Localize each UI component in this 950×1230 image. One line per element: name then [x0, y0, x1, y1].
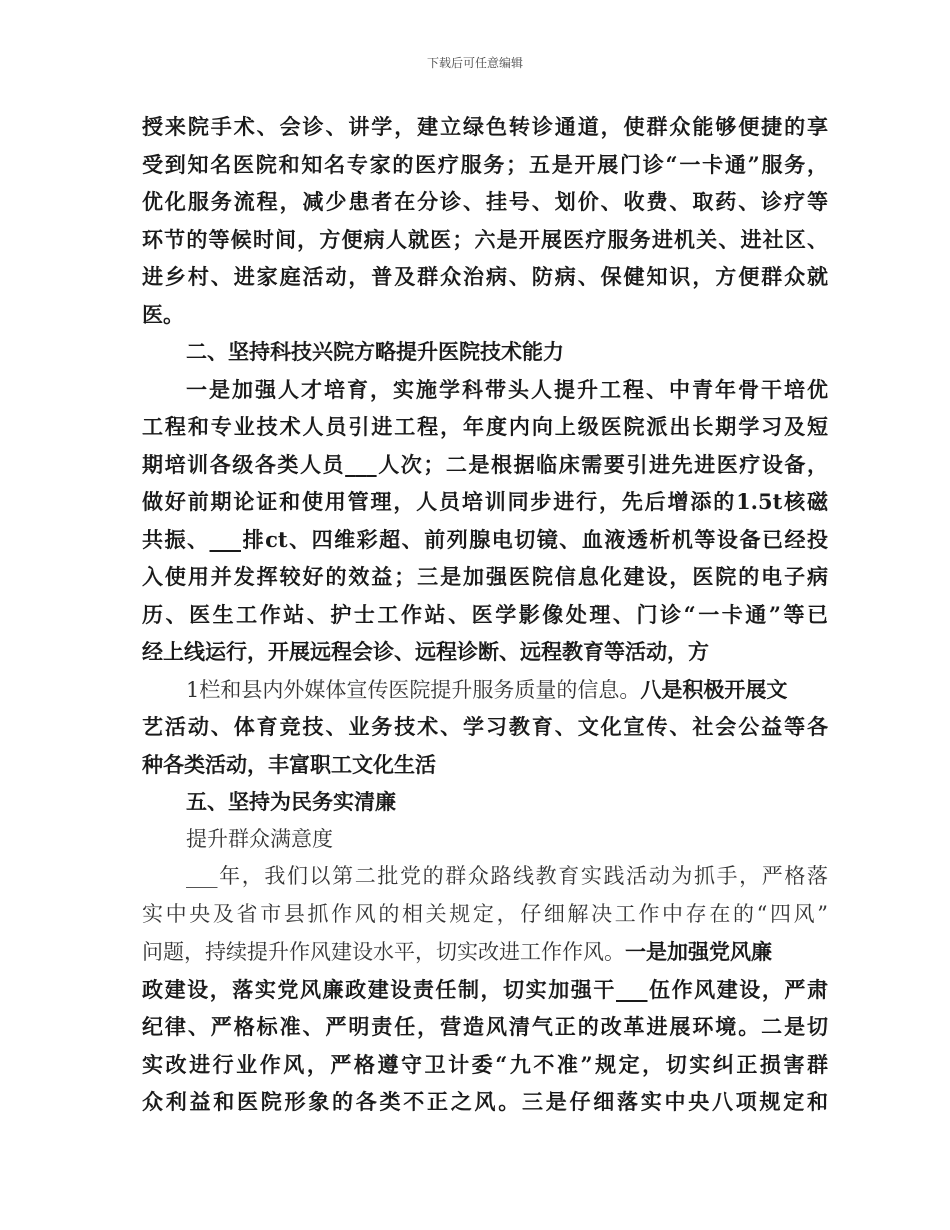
section-heading: 五、坚持为民务实清廉	[186, 789, 396, 814]
text-line: 工程和专业技术人员引进工程，年度内向上级医院派出长期学习及短	[142, 414, 828, 439]
text-line: 入使用并发挥较好的效益；三是加强医院信息化建设，医院的电子病	[142, 564, 828, 589]
text-line: 期培训各级各类人员___人次；二是根据临床需要引进先进医疗设备，	[142, 451, 828, 477]
text-segment: 问题，持续提升作风建设水平，切实改进工作作风。	[142, 940, 625, 964]
text-line: 种各类活动，丰富职工文化生活	[142, 751, 436, 777]
text-segment: 1栏和县内外媒体宣传医院提升服务质量的信息。	[186, 677, 641, 702]
text-line: 艺活动、体育竞技、业务技术、学习教育、文化宣传、社会公益等各	[142, 714, 828, 739]
text-line: 历、医生工作站、护士工作站、医学影像处理、门诊“一卡通”等已	[142, 601, 828, 627]
text-line: 实改进行业作风，严格遵守卫计委“九不准”规定，切实纠正损害群	[142, 1051, 828, 1077]
section-subheading: 提升群众满意度	[186, 826, 333, 851]
text-line: 授来院手术、会诊、讲学，建立绿色转诊通道，使群众能够便捷的享	[142, 114, 828, 139]
text-line: 环节的等候时间，方便病人就医；六是开展医疗服务进机关、进社区、	[142, 226, 828, 252]
text-line: ___年，我们以第二批党的群众路线教育实践活动为抓手，严格落	[186, 864, 828, 888]
document-body	[142, 108, 828, 1121]
text-line: 受到知名医院和知名专家的医疗服务；五是开展门诊“一卡通”服务，	[142, 151, 828, 177]
text-line: 众利益和医院形象的各类不正之风。三是仔细落实中央八项规定和	[142, 1089, 828, 1114]
page-header: 下载后可任意编辑	[426, 56, 523, 70]
text-segment: 一是加强党风廉	[625, 939, 772, 964]
text-segment: 八是积极开展文	[640, 676, 788, 702]
text-line	[142, 671, 828, 709]
text-line	[142, 933, 828, 971]
section-heading: 二、坚持科技兴院方略提升医院技术能力	[186, 339, 564, 364]
text-line: 纪律、严格标准、严明责任，营造风清气正的改革进展环境。二是切	[142, 1014, 828, 1039]
text-line: 实中央及省市县抓作风的相关规定，仔细解决工作中存在的“四风”	[142, 901, 828, 926]
text-line: 做好前期论证和使用管理，人员培训同步进行，先后增添的1.5t核磁	[142, 489, 828, 514]
text-line: 一是加强人才培育，实施学科带头人提升工程、中青年骨干培优	[186, 376, 828, 402]
text-line: 共振、___排ct、四维彩超、前列腺电切镜、血液透析机等设备已经投	[142, 526, 828, 552]
text-line: 经上线运行，开展远程会诊、远程诊断、远程教育等活动，方	[142, 639, 709, 664]
text-line: 优化服务流程，减少患者在分诊、挂号、划价、收费、取药、诊疗等	[142, 189, 828, 214]
text-line: 进乡村、进家庭活动，普及群众治病、防病、保健知识，方便群众就	[142, 264, 828, 289]
text-line: 医。	[142, 301, 184, 327]
text-line: 政建设，落实党风廉政建设责任制，切实加强干___伍作风建设，严肃	[142, 976, 828, 1002]
